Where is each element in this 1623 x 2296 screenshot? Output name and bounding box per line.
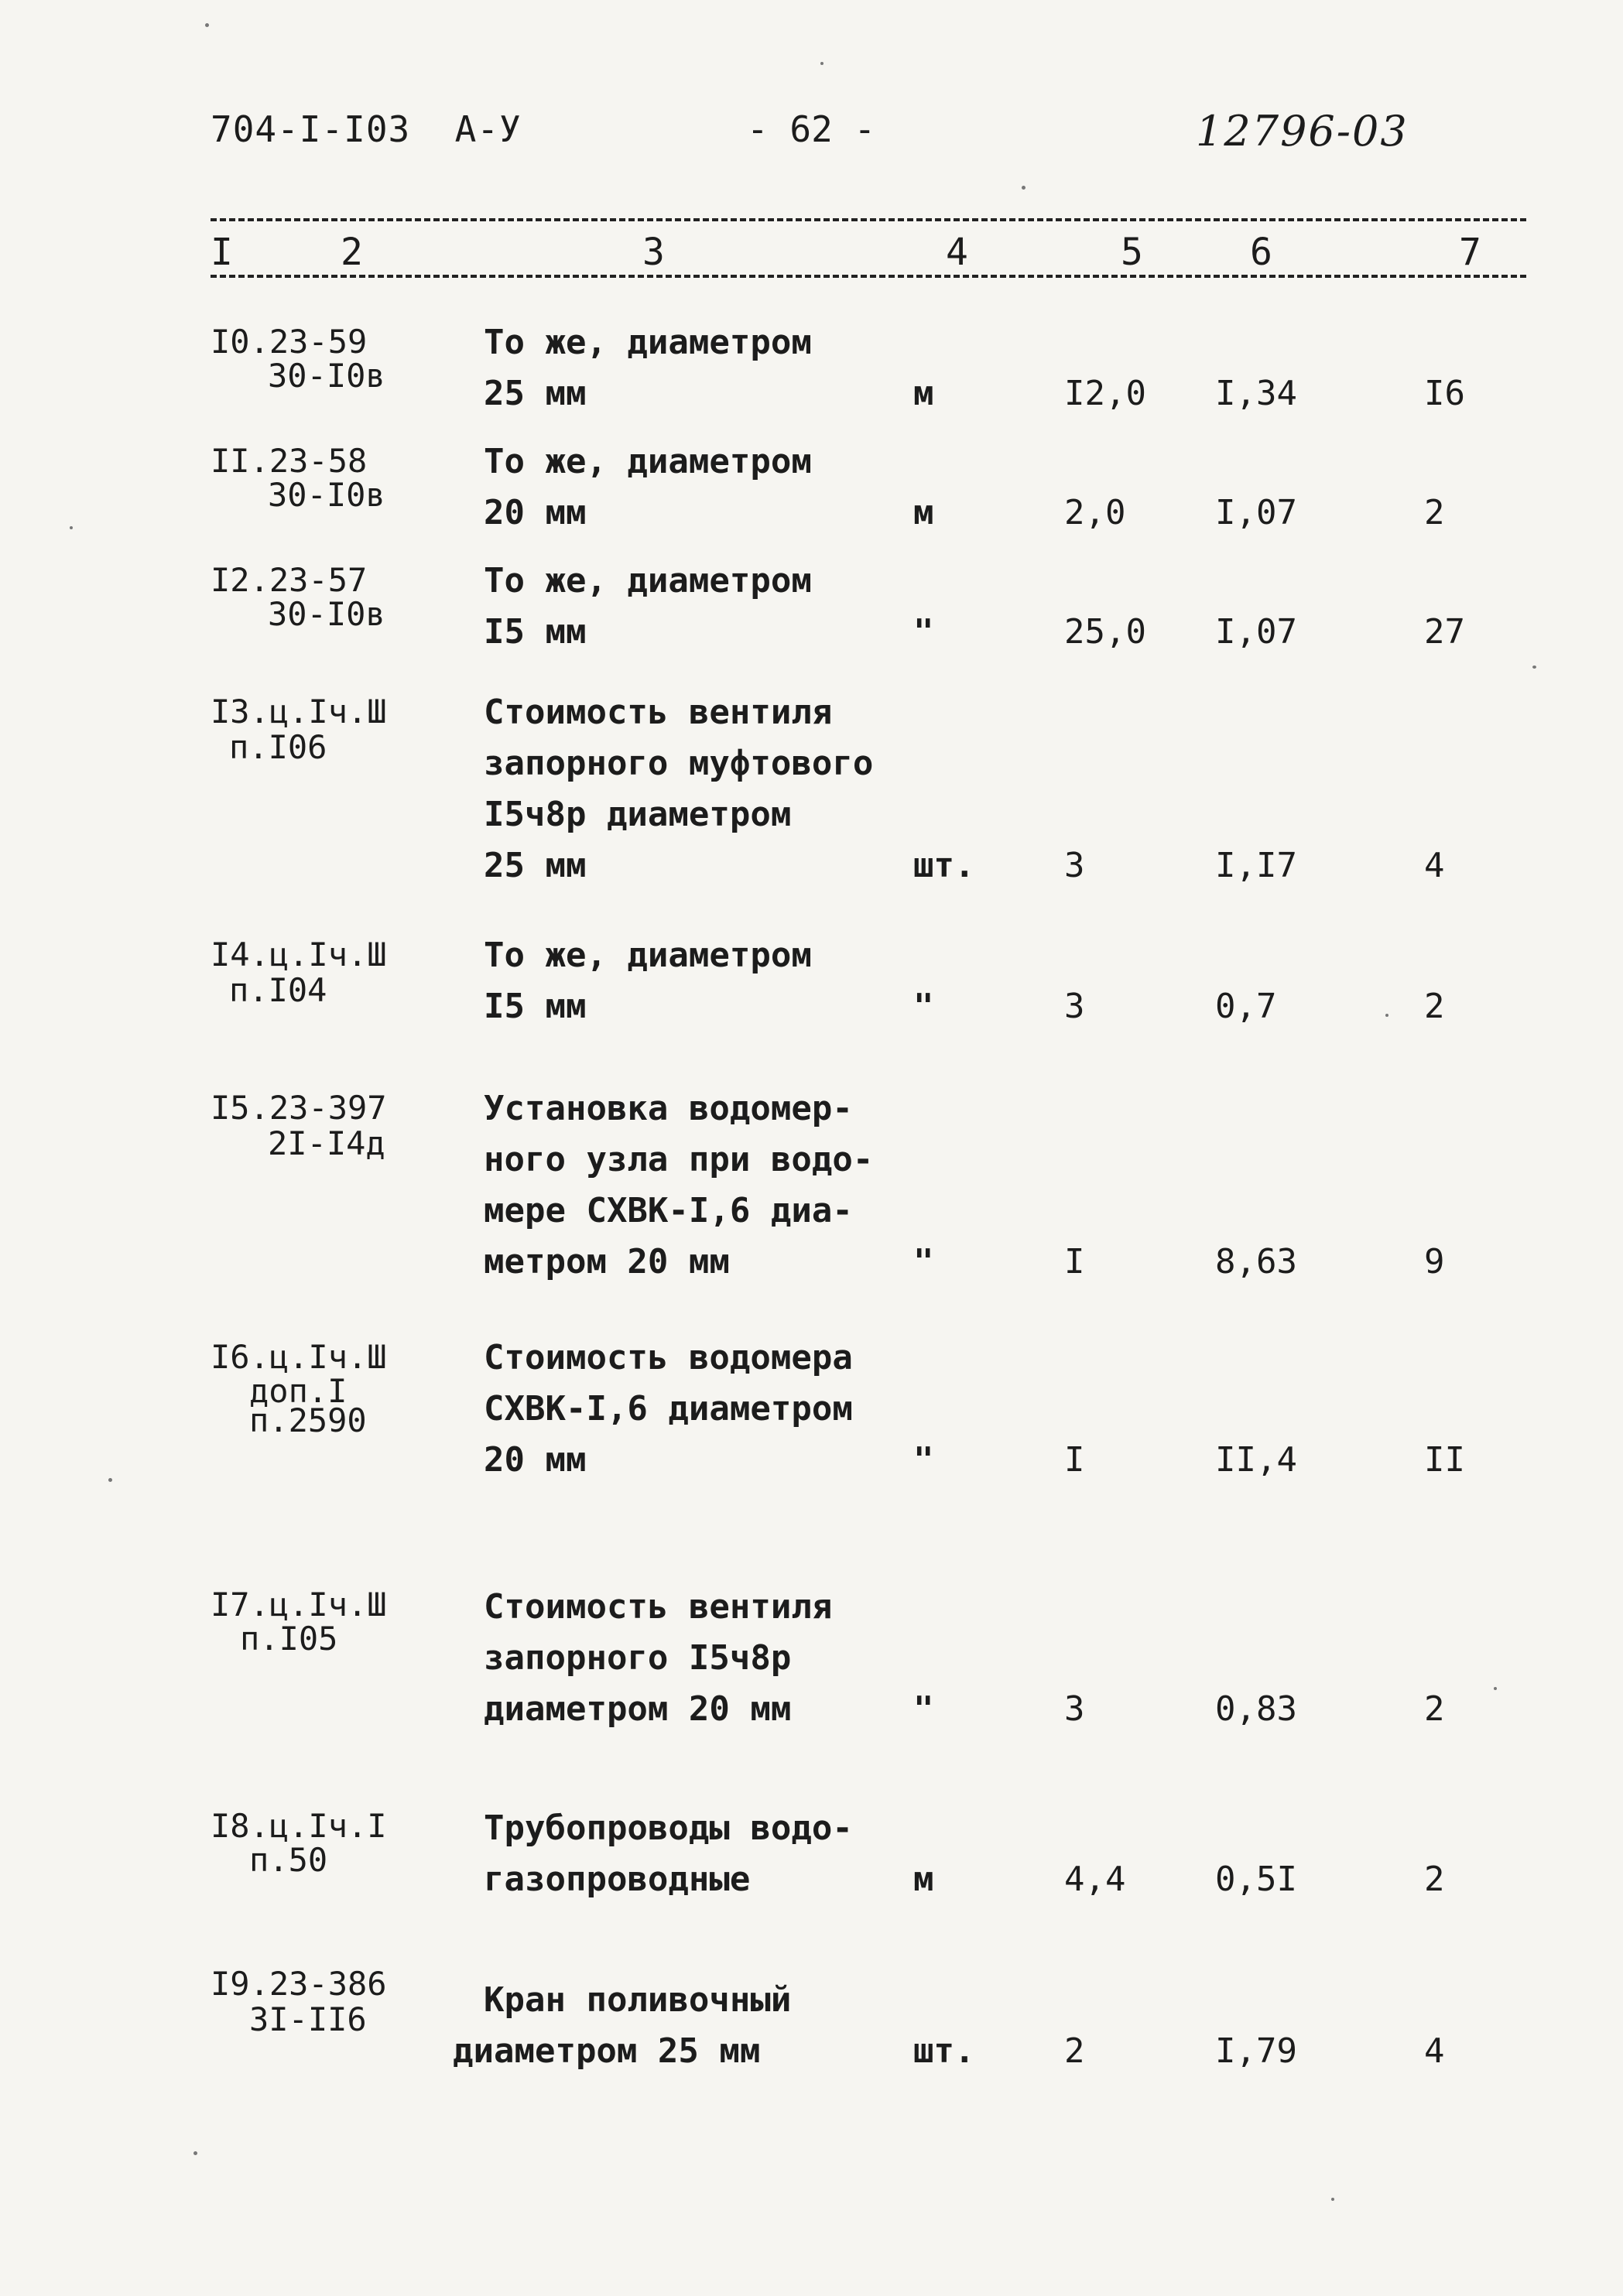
row-description-line: То же, диаметром bbox=[484, 323, 812, 362]
row-code-detail: доп.I bbox=[249, 1372, 348, 1410]
scan-speck bbox=[1532, 666, 1536, 669]
scan-speck bbox=[108, 1478, 112, 1482]
row-description-line: То же, диаметром bbox=[484, 561, 812, 601]
column-number-2: 2 bbox=[341, 231, 363, 274]
row-description-line: мере СХВК-I,6 диа- bbox=[484, 1191, 853, 1230]
row-total: 2 bbox=[1424, 493, 1445, 532]
row-quantity: 25,0 bbox=[1064, 612, 1146, 652]
row-total: II bbox=[1424, 1440, 1465, 1480]
row-code: I0.23-59 bbox=[211, 323, 368, 361]
row-unit-price: 8,63 bbox=[1215, 1242, 1297, 1281]
row-total: 2 bbox=[1424, 1689, 1445, 1729]
row-code-detail: 30-I0в bbox=[268, 357, 385, 395]
row-description-line: Трубопроводы водо- bbox=[484, 1808, 853, 1848]
row-unit: шт. bbox=[913, 846, 975, 885]
header-divider-bottom bbox=[211, 275, 1526, 278]
row-code: I8.ц.Iч.I bbox=[211, 1807, 387, 1845]
row-code-detail: п.I06 bbox=[229, 728, 327, 766]
row-quantity: 3 bbox=[1064, 846, 1085, 885]
row-description-line: I5 мм bbox=[484, 987, 587, 1026]
scan-speck bbox=[1022, 186, 1026, 190]
row-code-detail: п.2590 bbox=[249, 1401, 367, 1439]
row-quantity: 3 bbox=[1064, 987, 1085, 1026]
row-description-line: 20 мм bbox=[484, 493, 587, 532]
row-unit-price: 0,7 bbox=[1215, 987, 1277, 1026]
document-header bbox=[211, 108, 522, 150]
row-quantity: 2 bbox=[1064, 2031, 1085, 2071]
row-quantity: 3 bbox=[1064, 1689, 1085, 1729]
row-code-detail: 30-I0в bbox=[268, 476, 385, 514]
row-unit: " bbox=[913, 1689, 934, 1729]
row-description-line: Стоимость вентиля bbox=[484, 1587, 833, 1627]
row-description-line: То же, диаметром bbox=[484, 442, 812, 481]
row-code-detail: п.I04 bbox=[229, 971, 327, 1009]
row-unit: " bbox=[913, 1242, 934, 1281]
row-unit: м bbox=[913, 374, 934, 413]
row-description-line: Стоимость вентиля bbox=[484, 693, 833, 732]
row-total: 9 bbox=[1424, 1242, 1445, 1281]
scan-speck bbox=[205, 23, 209, 27]
handwritten-document-code: 12796-03 bbox=[1196, 107, 1409, 156]
row-unit: " bbox=[913, 987, 934, 1026]
row-description-line: Стоимость водомера bbox=[484, 1338, 853, 1377]
row-code: I2.23-57 bbox=[211, 561, 368, 599]
row-code: I3.ц.Iч.Ш bbox=[211, 693, 387, 731]
row-description-line: I5ч8р диаметром bbox=[484, 795, 792, 834]
row-total: 27 bbox=[1424, 612, 1465, 652]
row-description-line: То же, диаметром bbox=[484, 936, 812, 975]
row-quantity: I bbox=[1064, 1242, 1085, 1281]
row-total: 2 bbox=[1424, 987, 1445, 1026]
row-description-line: Установка водомер- bbox=[484, 1089, 853, 1128]
row-unit-price: 0,83 bbox=[1215, 1689, 1297, 1729]
row-quantity: 4,4 bbox=[1064, 1860, 1126, 1899]
row-unit-price: I,07 bbox=[1215, 612, 1297, 652]
row-unit-price: I,34 bbox=[1215, 374, 1297, 413]
row-code-detail: 30-I0в bbox=[268, 595, 385, 633]
row-code: I9.23-386 bbox=[211, 1965, 387, 2003]
row-description-line: 25 мм bbox=[484, 846, 587, 885]
row-description-line: СХВК-I,6 диаметром bbox=[484, 1389, 853, 1429]
row-unit: м bbox=[913, 493, 934, 532]
document-section: А-У bbox=[454, 108, 522, 150]
row-total: I6 bbox=[1424, 374, 1465, 413]
row-code: I6.ц.Iч.Ш bbox=[211, 1338, 387, 1376]
column-number-5: 5 bbox=[1121, 231, 1143, 274]
row-description-line: запорного I5ч8р bbox=[484, 1638, 792, 1678]
scan-speck bbox=[1385, 1014, 1388, 1017]
column-number-7: 7 bbox=[1459, 231, 1481, 274]
row-description-line: ного узла при водо- bbox=[484, 1140, 874, 1179]
row-code-detail: п.50 bbox=[249, 1841, 328, 1879]
column-number-1: I bbox=[211, 231, 233, 274]
row-description-line: газопроводные bbox=[484, 1860, 751, 1899]
scan-speck bbox=[1494, 1687, 1497, 1690]
scan-speck bbox=[1331, 2198, 1334, 2201]
row-unit: шт. bbox=[913, 2031, 975, 2071]
row-code: I4.ц.Iч.Ш bbox=[211, 936, 387, 973]
row-total: 4 bbox=[1424, 846, 1445, 885]
row-total: 4 bbox=[1424, 2031, 1445, 2071]
scan-speck bbox=[820, 62, 823, 65]
row-description-line: диаметром 25 мм bbox=[453, 2031, 761, 2071]
row-total: 2 bbox=[1424, 1860, 1445, 1899]
column-number-3: 3 bbox=[642, 231, 665, 274]
column-number-6: 6 bbox=[1250, 231, 1272, 274]
row-unit-price: 0,5I bbox=[1215, 1860, 1297, 1899]
row-unit-price: II,4 bbox=[1215, 1440, 1297, 1480]
column-number-4: 4 bbox=[946, 231, 968, 274]
row-description-line: 20 мм bbox=[484, 1440, 587, 1480]
row-description-line: запорного муфтового bbox=[484, 744, 874, 783]
scan-speck bbox=[193, 2151, 197, 2155]
row-code: I5.23-397 bbox=[211, 1089, 387, 1127]
row-description-line: 25 мм bbox=[484, 374, 587, 413]
scan-speck bbox=[70, 526, 73, 529]
page-number: - 62 - bbox=[747, 108, 876, 150]
row-quantity: 2,0 bbox=[1064, 493, 1126, 532]
header-divider-top bbox=[211, 218, 1526, 221]
row-code-detail: 3I-II6 bbox=[249, 2000, 367, 2038]
row-quantity: I2,0 bbox=[1064, 374, 1146, 413]
row-unit: " bbox=[913, 1440, 934, 1480]
row-description-line: I5 мм bbox=[484, 612, 587, 652]
document-id: 704-I-I03 bbox=[211, 108, 411, 150]
row-unit-price: I,I7 bbox=[1215, 846, 1297, 885]
row-unit-price: I,07 bbox=[1215, 493, 1297, 532]
row-code: II.23-58 bbox=[211, 442, 368, 480]
row-code-detail: 2I-I4д bbox=[268, 1124, 385, 1162]
row-unit-price: I,79 bbox=[1215, 2031, 1297, 2071]
row-description-line: метром 20 мм bbox=[484, 1242, 730, 1281]
row-unit: м bbox=[913, 1860, 934, 1899]
row-unit: " bbox=[913, 612, 934, 652]
row-quantity: I bbox=[1064, 1440, 1085, 1480]
row-code-detail: п.I05 bbox=[240, 1620, 338, 1658]
row-description-line: Кран поливочный bbox=[484, 1980, 792, 2020]
row-code: I7.ц.Iч.Ш bbox=[211, 1586, 387, 1624]
row-description-line: диаметром 20 мм bbox=[484, 1689, 792, 1729]
